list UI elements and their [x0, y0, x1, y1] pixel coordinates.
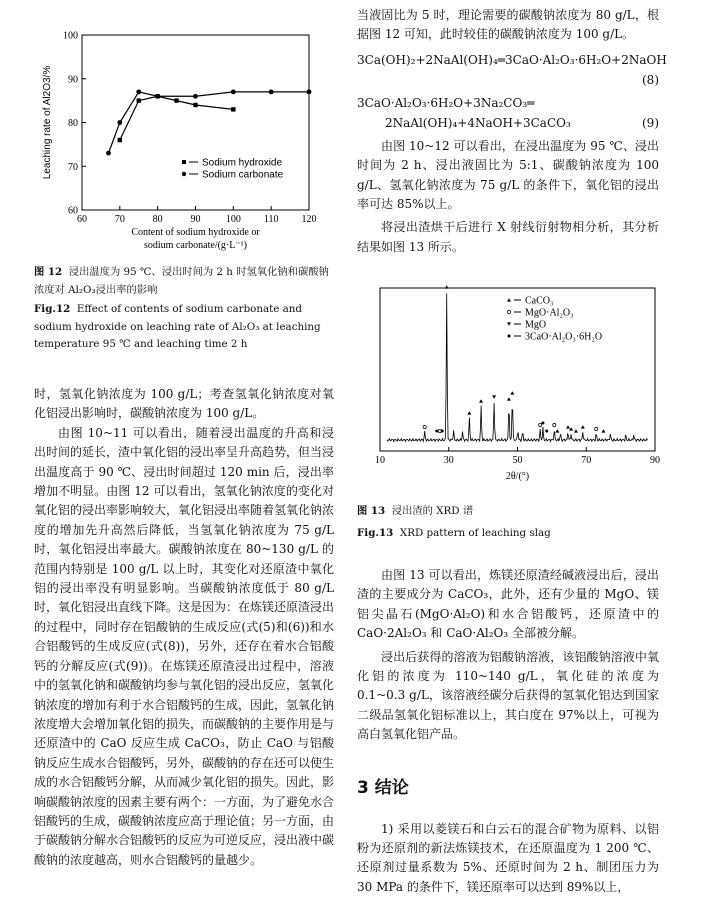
fig13-caption-en — [357, 525, 659, 543]
equation-9b-text: 2NaAl(OH)₄+4NaOH+3CaCO₃ — [385, 115, 571, 130]
fig13-peak-marker-caco3 — [581, 425, 585, 428]
right-paragraph-3: 将浸出渣烘干后进行 X 射线衍射物相分析，其分析结果如图 13 所示。 — [357, 220, 659, 254]
fig13-peak-marker-caco3 — [566, 425, 570, 428]
fig13-peak-marker-caco3 — [574, 429, 578, 432]
fig12-chart — [34, 10, 334, 270]
fig12-point-circle — [155, 94, 160, 99]
fig12-x-tick-label: 60 — [77, 214, 87, 225]
fig12-point-circle — [231, 89, 236, 94]
equation-8-text: 3Ca(OH)₂+2NaAl(OH)₄═3CaO·Al₂O₃·6H₂O+2NaOH — [357, 52, 667, 67]
fig13-caption — [357, 503, 659, 542]
fig13-caption-en-text: XRD pattern of leaching slag — [399, 526, 551, 539]
fig13-peak-marker-caco3 — [510, 391, 514, 394]
fig13-peak-marker-caco3 — [507, 397, 511, 400]
fig13-peak-marker-spinel — [595, 427, 598, 430]
fig13-chart — [355, 283, 695, 493]
fig13-peak-marker-mgo — [492, 395, 496, 398]
fig13-peak-marker-hydrate — [508, 335, 511, 338]
right-paragraph-1: 当液固比为 5 时，理论需要的碳酸钠浓度为 80 g/L，根据图 12 可知，此时较佳的碳酸钠浓度为 100 g/L。 — [357, 8, 659, 42]
fig13-peak-marker-spinel — [423, 425, 426, 428]
fig12-caption-en — [34, 301, 334, 354]
equation-9a: 3CaO·Al₂O₃·6H₂O+3Na₂CO₃═ — [357, 95, 535, 110]
equation-8-num: (8) — [642, 72, 659, 87]
fig13-legend-label: CaCO₃ — [525, 295, 554, 307]
fig13-x-tick-label: 30 — [443, 455, 454, 466]
fig13-peak-marker-caco3 — [555, 429, 559, 432]
fig13-x-axis-label: 2θ/(°) — [505, 471, 530, 482]
fig12-x-axis-label-line1: Content of sodium hydroxide or — [131, 227, 260, 238]
fig12-legend-marker-square — [182, 160, 186, 164]
fig13-peak-marker-hydrate — [541, 422, 544, 425]
fig13-peak-marker-hydrate — [441, 430, 444, 433]
fig12-x-tick-label: 110 — [263, 214, 279, 225]
left-column — [34, 385, 334, 870]
fig13-peak-marker-caco3 — [569, 427, 573, 430]
fig12-x-tick-label: 70 — [114, 214, 125, 225]
fig13-peak-marker-caco3 — [445, 285, 449, 288]
fig13-caption-cn-text: 浸出渣的 XRD 谱 — [391, 505, 474, 517]
fig12-legend-label: Sodium carbonate — [202, 169, 284, 181]
fig12-x-axis-label-line2: sodium carbonate/(g·L⁻¹) — [144, 240, 247, 251]
fig13-xrd-trace — [387, 293, 648, 441]
fig12-y-tick-label: 60 — [68, 205, 78, 217]
fig13-x-tick-label: 90 — [650, 455, 660, 466]
fig13-peak-marker-caco3 — [467, 411, 471, 414]
left-paragraph-1: 时，氢氧化钠浓度为 100 g/L；考查氢氧化钠浓度对氧化铝浸出影响时，碳酸钠浓度为 100 g/L。 — [34, 387, 334, 421]
fig12-point-circle — [193, 94, 198, 99]
figure-13 — [355, 283, 695, 493]
left-paragraph-2: 由图 10~11 可以看出，随着浸出温度的升高和浸出时间的延长，渣中氧化铝的浸出率呈升高趋势，但当浸出温度高于 90 ℃、浸出时间超过 120 min 后，浸出率增加不明显。由图 12 可以看出，氢氧化钠浓度的变化对氧化铝的浸出率影响较大，氧化铝浸出率随着氢氧化钠浓度的增加先升高然后降低，当氢氧化钠浓度为 75 g/L 时，氧化铝浸出率最大。碳酸钠浓度在 80~130 g/L 的范围内特别是 100 g/L 以上时，其变化对还原渣中氧化铝的浸出率没有明显影响。当碳酸钠浓度低于 80 g/L 时，氧化铝浸出直线下降。这是因为：在炼镁还原渣浸出的过程中，同时存在铝酸钠的生成反应(式(5)和(6))和水合铝酸钙的生成反应(式(8))，另外，还存在着水合铝酸钙的分解反应(式(9))。在炼镁还原渣浸出过程中，溶液中的氢氧化钠和碳酸钠均参与氧化铝的浸出反应，氢氧化钠浓度的增加有利于水合铝酸钙的生成，因此，氢氧化钠浓度增大会增加氧化铝的损失，而碳酸钠的主要作用是与还原渣中的 CaO 反应生成 CaCO₃，防止 CaO 与铝酸钠反应生成水合铝酸钙，另外，碳酸钠的存在还可以使生成的水合铝酸钙分解，从而减少氧化铝的损失。因此，影响碳酸钠浓度的因素主要有两个：一方面，为了避免水合铝酸钙的生成，碳酸钠浓度应高于理论值；另一方面，由于碳酸钠分解水合铝酸钙的反应为可逆反应，浸出液中碳酸钠的浓度越高，则水合铝酸钙的量越少。 — [34, 425, 335, 867]
equation-8-number — [357, 70, 659, 90]
section-3-title: 3 结论 — [357, 777, 409, 798]
fig12-point-square — [118, 138, 122, 142]
fig12-y-tick-label: 90 — [68, 74, 78, 86]
right-paragraph-6: 1) 采用以菱镁石和白云石的混合矿物为原料、以铝粉为还原剂的新法炼镁技术，在还原温度为 1 200 ℃、还原剂过量系数为 5%、还原时间为 2 h、制团压力为 30 MPa 的条件下，镁还原率可以达到 89%以上， — [357, 821, 659, 894]
fig12-point-circle — [307, 89, 312, 94]
equation-9-num: (9) — [642, 115, 659, 130]
fig12-y-axis-label: Leaching rate of Al2O3/% — [42, 65, 53, 180]
fig12-point-circle — [117, 120, 122, 125]
right-paragraph-5: 浸出后获得的溶液为铝酸钠溶液，该铝酸钠溶液中氧化铝的浓度为 110~140 g/L，氧化硅的浓度为 0.1~0.3 g/L，该溶液经碳分后获得的氢氧化铝达到国家二级品氢氧化铝标准以上，其白度在 97%以上，可视为高白氢氧化铝产品。 — [357, 649, 659, 742]
fig13-peak-marker-caco3 — [479, 399, 483, 402]
fig12-x-tick-label: 80 — [152, 214, 163, 225]
fig13-x-tick-label: 50 — [512, 455, 523, 466]
fig13-peak-marker-spinel — [553, 423, 556, 426]
fig13-peak-marker-hydrate — [435, 430, 438, 433]
fig13-peak-marker-mgo — [507, 322, 511, 325]
fig12-y-tick-label: 70 — [68, 161, 78, 173]
fig12-point-circle — [269, 89, 274, 94]
fig12-point-square — [137, 98, 141, 102]
fig13-peak-marker-spinel — [539, 423, 542, 426]
right-paragraph-4: 由图 13 可以看出，炼镁还原渣经碱液浸出后，浸出渣的主要成分为 CaCO₃，此外，还有少量的 MgO、镁铝尖晶石(MgO·Al₂O)和水合铝酸钙，还原渣中的 CaO·2Al₂O₃ 和 CaO·Al₂O₃ 全部被分解。 — [357, 568, 659, 641]
fig12-x-tick-label: 90 — [190, 214, 201, 225]
fig12-legend-marker-circle — [182, 172, 186, 176]
fig13-legend-label: 3CaO·Al₂O₃·6H₂O — [525, 331, 603, 343]
right-column-bottom — [357, 566, 659, 897]
fig13-peak-marker-caco3 — [507, 298, 511, 301]
fig12-x-tick-label: 100 — [225, 214, 241, 225]
equation-8 — [357, 50, 667, 70]
fig13-x-tick-label: 10 — [375, 455, 385, 466]
equation-9b — [357, 113, 659, 133]
fig12-caption-en-label: Fig.12 — [34, 303, 71, 315]
fig12-point-circle — [106, 151, 111, 156]
fig13-peak-marker-caco3 — [601, 429, 605, 432]
fig13-caption-en-label: Fig.13 — [357, 526, 394, 539]
fig12-plot-frame — [82, 35, 309, 210]
fig12-y-tick-label: 80 — [68, 118, 78, 129]
fig12-point-square — [174, 98, 178, 102]
right-paragraph-2: 由图 10~12 可以看出，在浸出温度为 95 ℃、浸出时间为 2 h、浸出液固比为 5:1、碳酸钠浓度为 100 g/L、氢氧化钠浓度为 75 g/L 的条件下，氧化铝的浸出率可达 85%以上。 — [357, 138, 659, 212]
fig13-peak-marker-hydrate — [545, 430, 548, 433]
fig13-peak-marker-spinel — [507, 310, 510, 313]
fig13-caption-cn — [357, 503, 659, 521]
fig12-point-square — [231, 107, 235, 111]
fig12-x-tick-label: 120 — [301, 214, 317, 225]
fig13-x-tick-label: 70 — [581, 455, 592, 466]
fig12-caption-cn-label: 图 12 — [34, 266, 63, 278]
fig12-caption — [34, 264, 334, 354]
fig12-point-circle — [136, 89, 141, 94]
fig12-y-tick-label: 100 — [63, 30, 78, 42]
figure-12 — [34, 10, 334, 270]
fig12-point-square — [193, 103, 197, 107]
fig13-legend-label: MgO — [525, 319, 547, 331]
fig12-caption-cn — [34, 264, 334, 299]
right-column-top — [357, 6, 667, 257]
fig13-legend-label: MgO·Al₂O₃ — [525, 307, 574, 319]
fig12-caption-cn-text: 浸出温度为 95 ℃、浸出时间为 2 h 时氢氧化钠和碳酸钠浓度对 Al₂O₃浸出率的影响 — [34, 266, 329, 296]
fig12-legend-label: Sodium hydroxide — [202, 157, 283, 169]
fig12-caption-en-text: Effect of contents of sodium carbonate and sodium hydroxide on leaching rate of Al₂O₃ at leaching temperature 95 ℃ and leaching time 2 h — [34, 303, 321, 350]
fig13-caption-cn-label: 图 13 — [357, 505, 386, 517]
